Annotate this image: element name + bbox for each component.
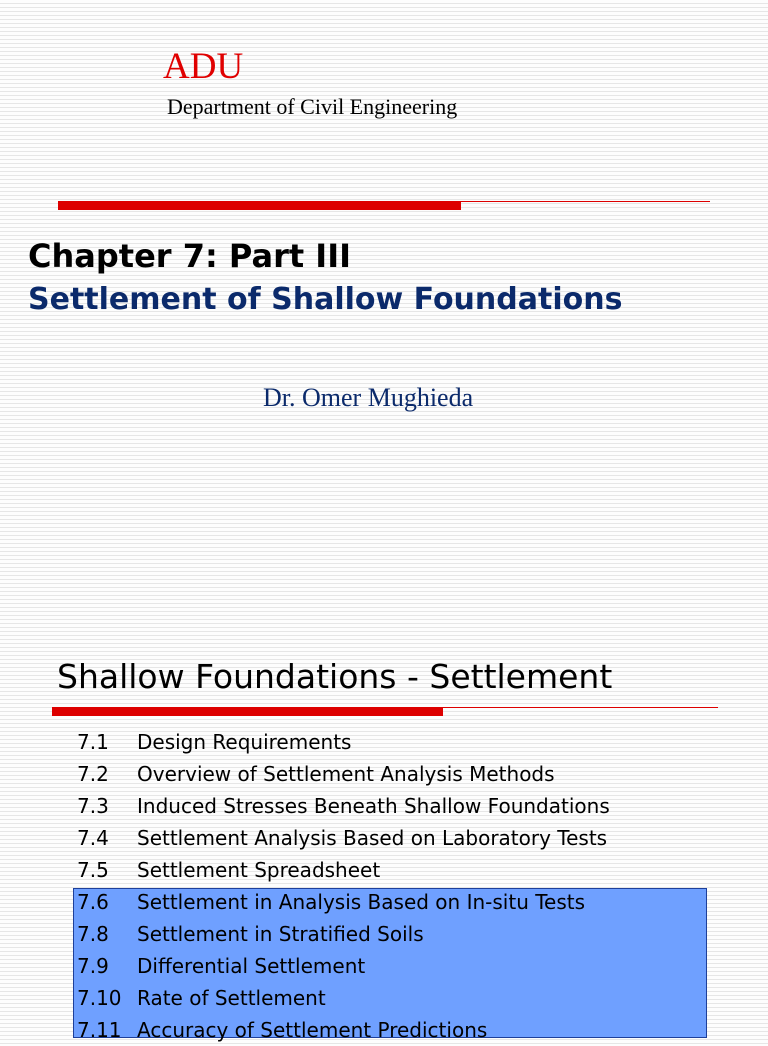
list-item (0, 950, 768, 982)
item-number: 7.1 (77, 730, 109, 754)
item-number: 7.9 (77, 954, 109, 978)
list-item (0, 1014, 768, 1046)
list-item (0, 758, 768, 790)
item-text: Induced Stresses Beneath Shallow Foundations (137, 794, 610, 818)
org-name: ADU (163, 46, 244, 87)
divider-thin-segment (443, 707, 718, 708)
item-number: 7.5 (77, 858, 109, 882)
item-number: 7.2 (77, 762, 109, 786)
author-name: Dr. Omer Mughieda (263, 383, 474, 412)
list-item (0, 822, 768, 854)
department-name: Department of Civil Engineering (167, 94, 458, 119)
item-number: 7.11 (77, 1018, 122, 1042)
item-text: Settlement Spreadsheet (137, 858, 381, 882)
slide-title: Shallow Foundations - Settlement (57, 657, 613, 696)
item-number: 7.3 (77, 794, 109, 818)
chapter-title: Chapter 7: Part III (28, 237, 352, 275)
item-text: Differential Settlement (137, 954, 366, 978)
item-text: Overview of Settlement Analysis Methods (137, 762, 555, 786)
list-item (0, 982, 768, 1014)
item-text: Design Requirements (137, 730, 352, 754)
list-item (0, 854, 768, 886)
item-text: Accuracy of Settlement Predictions (137, 1018, 488, 1042)
item-text: Rate of Settlement (137, 986, 326, 1010)
list-item (0, 886, 768, 918)
item-text: Settlement Analysis Based on Laboratory Tests (137, 826, 608, 850)
contents-slide (0, 630, 768, 1042)
divider-thick-segment (58, 201, 461, 210)
title-divider (58, 201, 710, 210)
slide-title-divider (52, 707, 718, 716)
list-item (0, 790, 768, 822)
chapter-subtitle: Settlement of Shallow Foundations (28, 282, 623, 317)
list-item (0, 726, 768, 758)
item-text: Settlement in Analysis Based on In-situ Tests (137, 890, 586, 914)
divider-thick-segment (52, 707, 443, 716)
list-item (0, 918, 768, 950)
item-number: 7.4 (77, 826, 109, 850)
item-text: Settlement in Stratified Soils (137, 922, 424, 946)
item-number: 7.8 (77, 922, 109, 946)
item-number: 7.6 (77, 890, 109, 914)
item-number: 7.10 (77, 986, 122, 1010)
divider-thin-segment (461, 201, 710, 202)
